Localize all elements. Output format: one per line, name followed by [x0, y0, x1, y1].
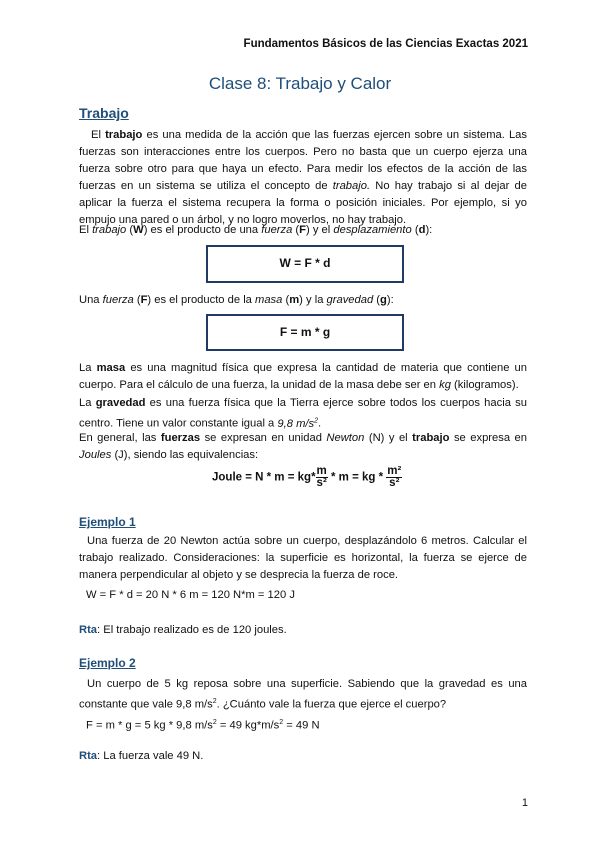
page-title: Clase 8: Trabajo y Calor [208, 74, 392, 93]
page-number: 1 [521, 797, 528, 809]
running-header: Fundamentos Básicos de las Ciencias Exactas 2021 [243, 38, 528, 50]
paragraph-intro: El trabajo es una medida de la acción que las fuerzas ejercen sobre un sistema. Las fuerzas son interacciones entre los cuerpos. Pero no basta que un cuerpo ejerza una fuerza sobre otro para que haya un efecto. Para medir los efectos de la acción de las fuerzas en un sistema se utiliza el concepto de trabajo. No hay trabajo si al dejar de aplicar la fuerza el sistema recupera la forma o posición iniciales. Por ejemplo, si yo empujo una pared o un árbol, y no logro moverlos, no hay trabajo. [79, 129, 527, 226]
paragraph-mass: La masa es una magnitud física que expresa la cantidad de materia que contiene un cuerpo. Para el cálculo de una fuerza, la unidad de la masa debe ser en kg (kilogramos). [79, 362, 527, 391]
example-1-text: Una fuerza de 20 Newton actúa sobre un cuerpo, desplazándolo 6 metros. Calcular el trabajo realizado. Consideraciones: la superficie es horizontal, la fuerza se ejerce de manera perpendicular al objeto y se desprecia la fuerza de roce. [79, 535, 527, 581]
example-1-answer: Rta: El trabajo realizado es de 120 joules. [79, 624, 287, 636]
example-1-calculation: W = F * d = 20 N * 6 m = 120 N*m = 120 J [86, 589, 295, 601]
example-1-heading: Ejemplo 1 [79, 515, 136, 529]
example-2-text: Un cuerpo de 5 kg reposa sobre una superficie. Sabiendo que la gravedad es una constante que vale 9,8 $m/s^2$. ¿Cuánto vale la fuerza que ejerce el cuerpo? [79, 678, 527, 711]
paragraph-force-definition: Una fuerza (F) es el producto de la masa (m) y la gravedad (g): [79, 294, 394, 306]
joule-equivalence-formula: Joule = N * m = kg* $\frac{m}{\text{s²}}$ * m = kg * $\frac{\text{m²}}{\text{s²}}$ [212, 465, 402, 489]
example-2-calculation: F = m * g = 5 kg * 9,8 $m/s^2 = 49$ $kg*m/s^2 = 49$ N [86, 719, 320, 732]
section-heading: Trabajo [79, 105, 129, 121]
paragraph-gravity: La gravedad es una fuerza física que la Tierra ejerce sobre todos los cuerpos hacia su centro. Tiene un valor constante igual a 9,8 $m/s^2$. [79, 397, 527, 430]
example-2-answer: Rta: La fuerza vale 49 N. [79, 750, 204, 762]
example-2-heading: Ejemplo 2 [79, 656, 136, 670]
paragraph-work-definition: El trabajo (W) es el producto de una fuerza (F) y el desplazamiento (d): [79, 224, 433, 236]
formula-box-force: F = m * g [206, 314, 404, 351]
formula-box-work: W = F * d [206, 245, 404, 283]
paragraph-units: En general, las fuerzas se expresan en unidad Newton (N) y el trabajo se expresa en Joules (J), siendo las equivalencias: [79, 432, 528, 461]
